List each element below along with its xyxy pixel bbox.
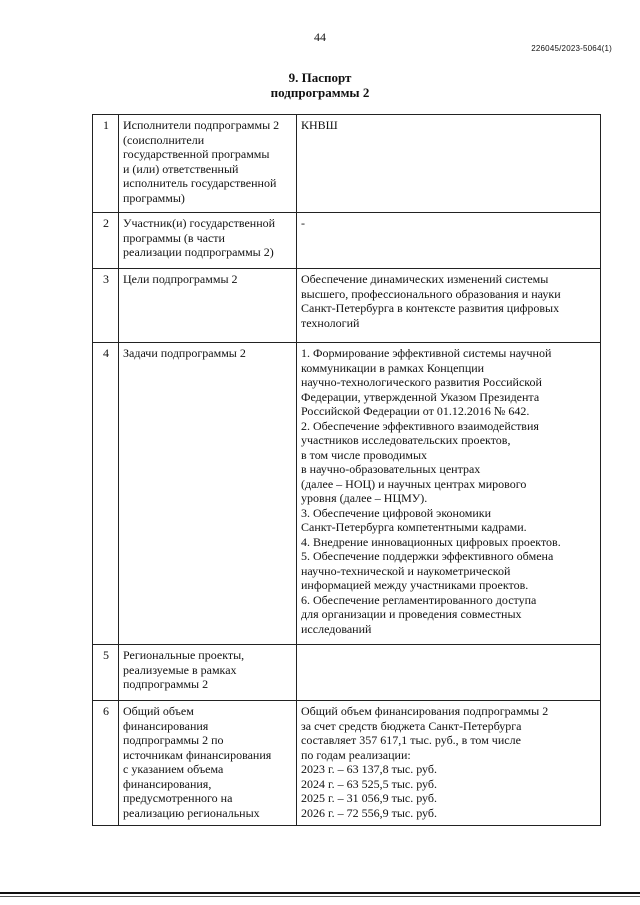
- row-label: Общий объем финансирования подпрограммы 2 по источникам финансирования с указанием объема финансирования, предусмотренного на реализацию региональных: [119, 701, 297, 826]
- row-value: 1. Формирование эффективной системы научной коммуникации в рамках Концепции научно-технологического развития Российской Федерации, утвержденной Указом Президента Российской Федерации от 01.12.2016 № 642. 2. Обеспечение эффективного взаимодействия участников исследовательских проектов, в том числе проводимых в научно-образовательных центрах (далее – НОЦ) и научных центрах мирового уровня (далее – НЦМУ). 3. Обеспечение цифровой экономики Санкт-Петербурга компетентными кадрами. 4. Внедрение инновационных цифровых проектов. 5. Обеспечение поддержки эффективного обмена научно-технической и наукометрической информацией между участниками проектов. 6. Обеспечение регламентированного доступа для организации и проведения совместных исследований: [297, 343, 601, 645]
- table-row: [93, 645, 601, 701]
- row-number: 4: [93, 343, 119, 645]
- row-label: Задачи подпрограммы 2: [119, 343, 297, 645]
- row-label: Участник(и) государственной программы (в части реализации подпрограммы 2): [119, 213, 297, 269]
- row-label: Региональные проекты, реализуемые в рамках подпрограммы 2: [119, 645, 297, 701]
- heading-line-2: подпрограммы 2: [270, 85, 370, 100]
- document-code: 226045/2023-5064(1): [531, 44, 612, 53]
- row-number: 3: [93, 269, 119, 343]
- row-number: 2: [93, 213, 119, 269]
- table-row: [93, 213, 601, 269]
- row-number: 6: [93, 701, 119, 826]
- row-value: [297, 645, 601, 701]
- row-value: Обеспечение динамических изменений системы высшего, профессионального образования и науки Санкт-Петербурга в контексте развития цифровых технологий: [297, 269, 601, 343]
- bottom-border-thin: [0, 896, 640, 897]
- row-label: Цели подпрограммы 2: [119, 269, 297, 343]
- row-label: Исполнители подпрограммы 2 (соисполнители государственной программы и (или) ответственный исполнитель государственной программы): [119, 115, 297, 213]
- row-number: 1: [93, 115, 119, 213]
- page-number: 44: [314, 30, 326, 44]
- passport-table: [92, 114, 601, 826]
- table-row: [93, 269, 601, 343]
- section-heading: [0, 70, 640, 100]
- table-row: [93, 701, 601, 826]
- row-value: Общий объем финансирования подпрограммы 2 за счет средств бюджета Санкт-Петербурга составляет 357 617,1 тыс. руб., в том числе по годам реализации: 2023 г. – 63 137,8 тыс. руб. 2024 г. – 63 525,5 тыс. руб. 2025 г. – 31 056,9 тыс. руб. 2026 г. – 72 556,9 тыс. руб.: [297, 701, 601, 826]
- table-row: [93, 115, 601, 213]
- heading-line-1: 9. Паспорт: [288, 70, 352, 85]
- row-value: -: [297, 213, 601, 269]
- bottom-border: [0, 892, 640, 894]
- row-value: КНВШ: [297, 115, 601, 213]
- table-row: [93, 343, 601, 645]
- row-number: 5: [93, 645, 119, 701]
